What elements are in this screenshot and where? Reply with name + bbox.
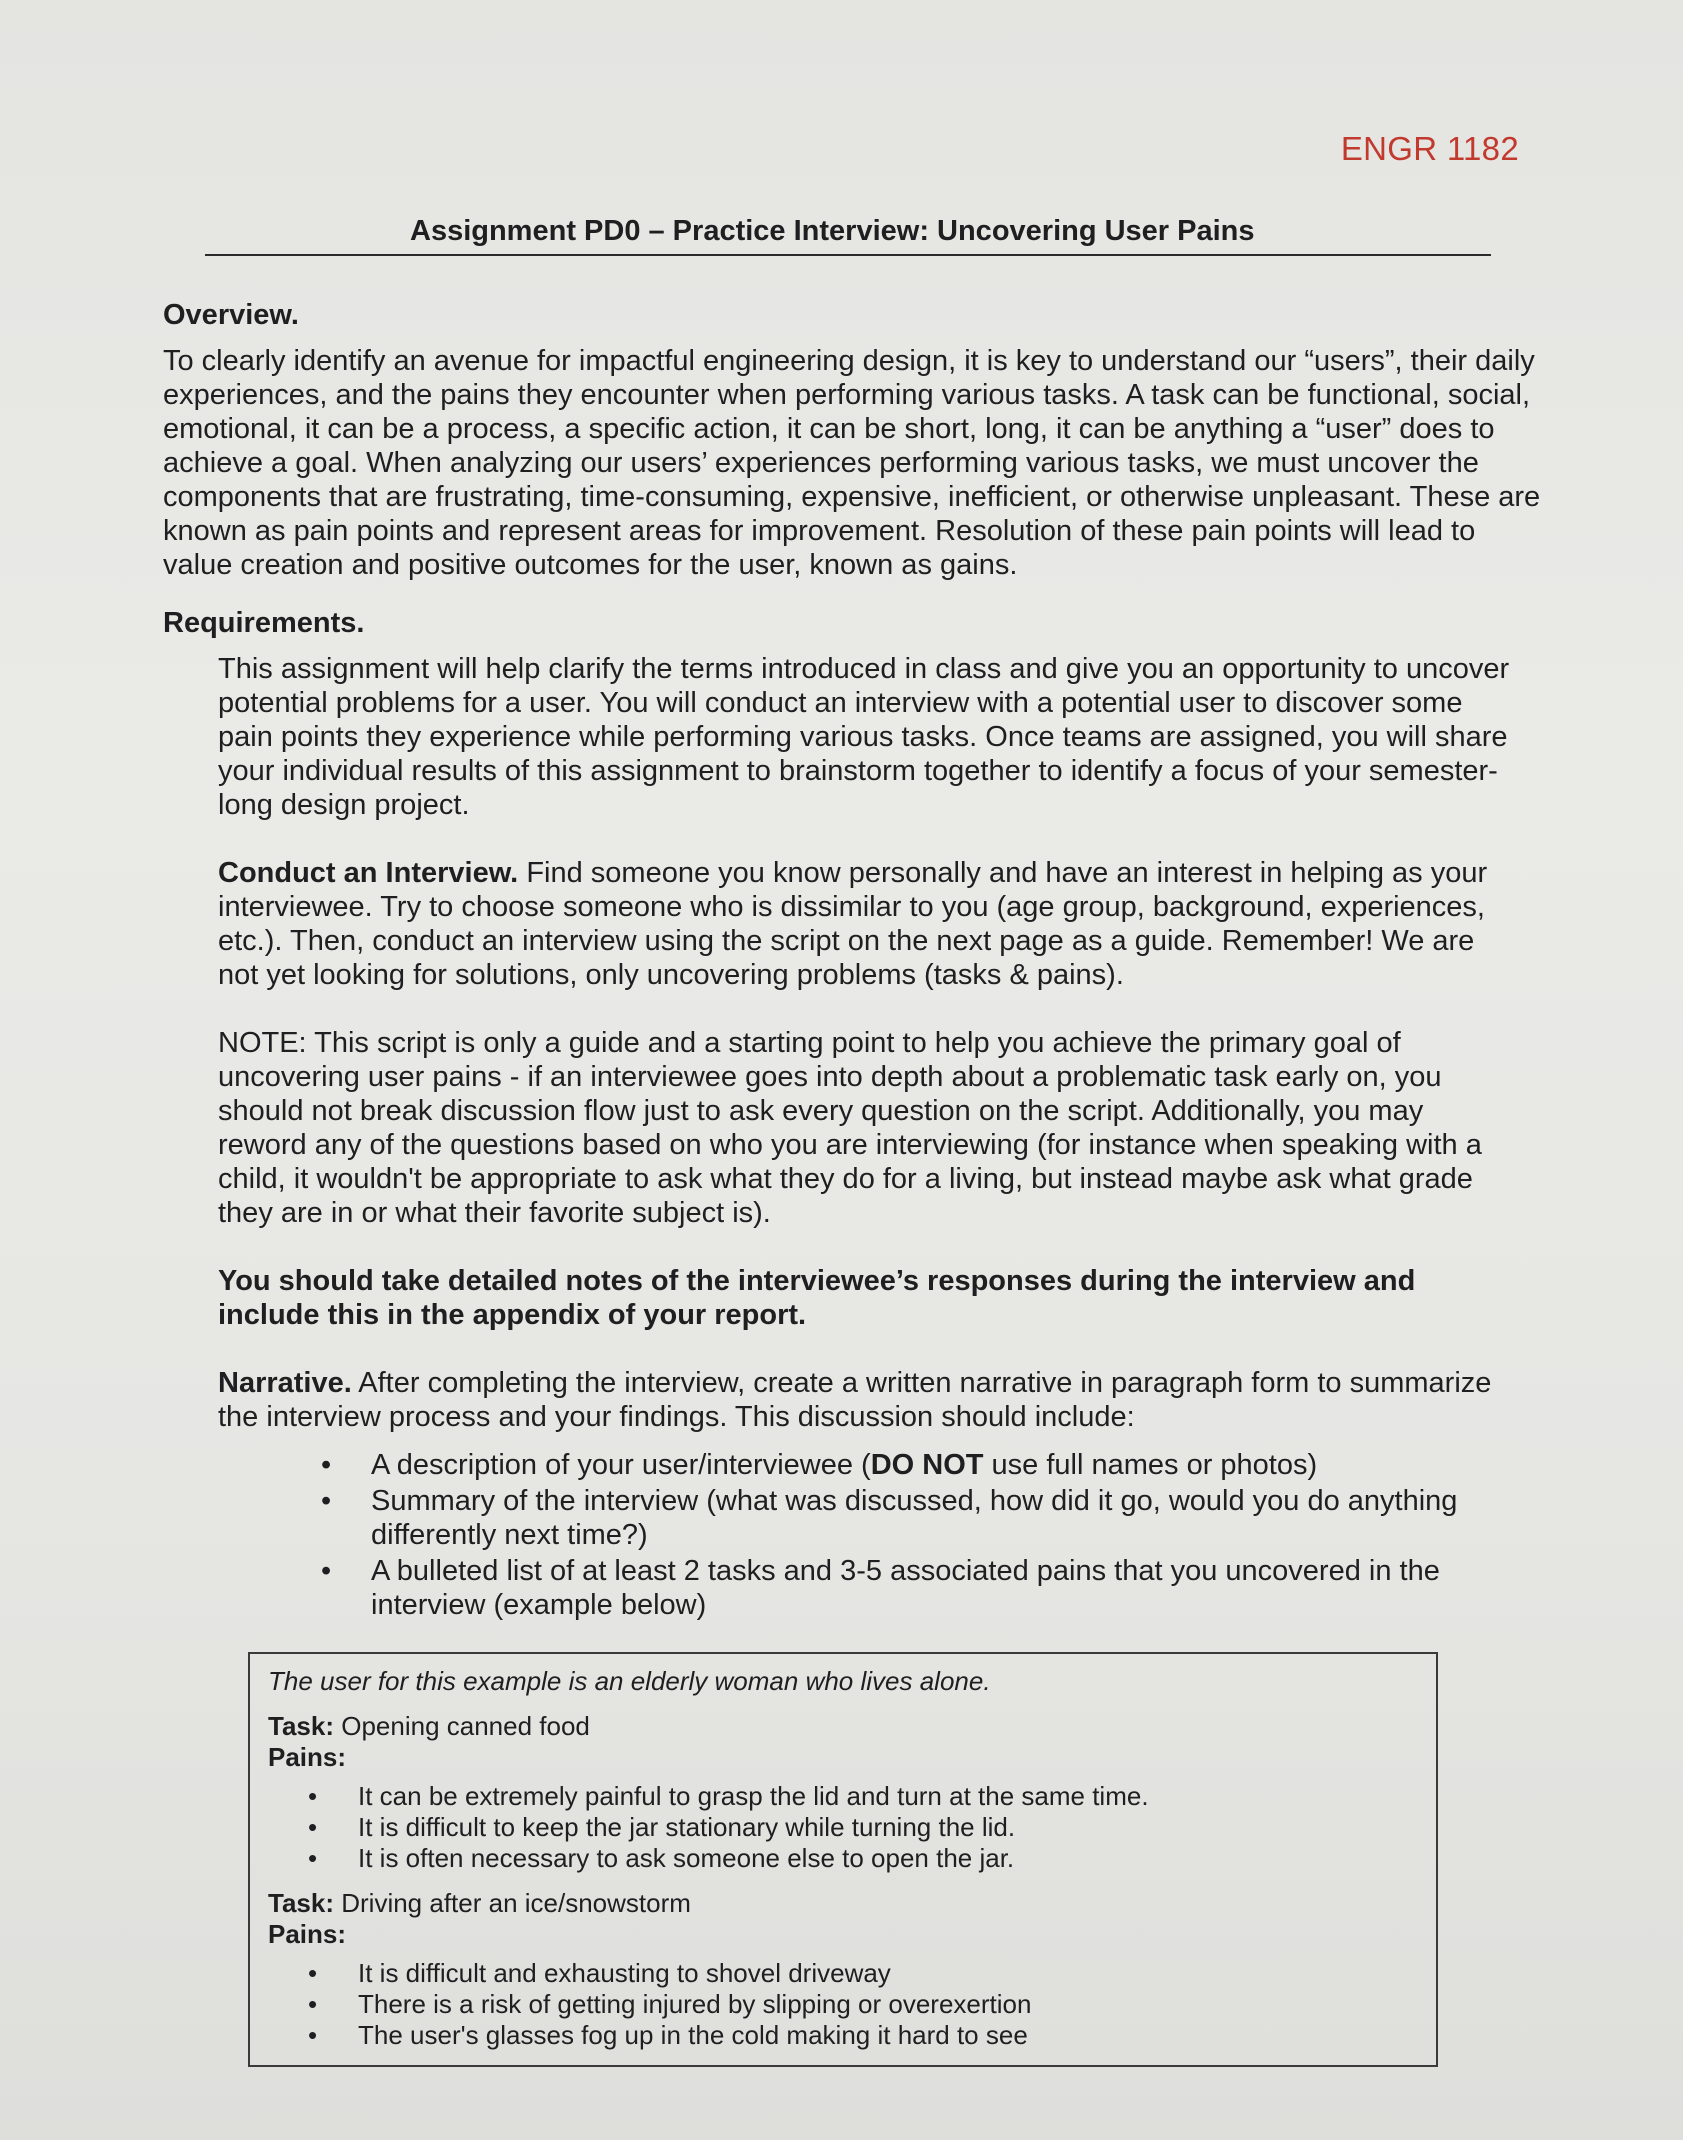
task-text: Opening canned food	[341, 1711, 590, 1741]
requirements-heading: Requirements.	[163, 607, 365, 639]
notes-bold: You should take detailed notes of the interviewee’s responses during the interview and include this in the appendix of your report.	[218, 1265, 1416, 1331]
example-box	[248, 1652, 1438, 2067]
requirements-body	[218, 652, 1518, 1622]
bullet1-pre: A description of your user/interviewee (	[371, 1449, 871, 1481]
narrative-paragraph	[218, 1366, 1518, 1434]
list-item: • It is difficult and exhausting to shovel driveway	[308, 1958, 1418, 1989]
pains-list	[268, 1958, 1418, 2051]
task-label: Task:	[268, 1711, 334, 1741]
list-item	[321, 1448, 1521, 1482]
list-item: • The user's glasses fog up in the cold making it hard to see	[308, 2020, 1418, 2051]
list-item: • There is a risk of getting injured by slipping or overexertion	[308, 1989, 1418, 2020]
list-item: • It can be extremely painful to grasp the lid and turn at the same time.	[308, 1781, 1418, 1812]
pains-list	[268, 1781, 1418, 1874]
overview-text: To clearly identify an avenue for impactful engineering design, it is key to understand our “users”, their daily experiences, and the pains they encounter when performing various tasks. A task can be functional, social, emotional, it can be a process, a specific action, it can be short, long, it can be anything a “user” does to achieve a goal. When analyzing our users’ experiences performing various tasks, we must uncover the components that are frustrating, time-consuming, expensive, inefficient, or otherwise unpleasant. These are known as pain points and represent areas for improvement. Resolution of these pain points will lead to value creation and positive outcomes for the user, known as gains.	[163, 345, 1541, 581]
list-item: • A bulleted list of at least 2 tasks and 3-5 associated pains that you uncovered in the interview (example below)	[321, 1554, 1521, 1622]
bullet1-post: use full names or photos)	[983, 1449, 1318, 1481]
list-item: • Summary of the interview (what was discussed, how did it go, would you do anything differently next time?)	[321, 1484, 1521, 1552]
course-code: ENGR 1182	[1340, 130, 1519, 167]
list-item: • It is difficult to keep the jar stationary while turning the lid.	[308, 1812, 1418, 1843]
interview-label: Conduct an Interview.	[218, 857, 519, 889]
example-task-1	[268, 1711, 1418, 1874]
interview-text: Find someone you know personally and have an interest in helping as your interviewee. Try to choose someone who is dissimilar to you (age group, background, experiences, etc.). Then, conduct an interview using the script on the next page as a guide. Remember! We are not yet looking for solutions, only uncovering problems (tasks & pains).	[218, 857, 1488, 991]
bullet1-bold: DO NOT	[870, 1449, 984, 1481]
pains-label: Pains:	[268, 1919, 347, 1949]
example-intro: The user for this example is an elderly woman who lives alone.	[268, 1666, 991, 1696]
interview-paragraph	[218, 856, 1518, 992]
title-rule	[205, 215, 1491, 256]
list-item: • It is often necessary to ask someone else to open the jar.	[308, 1843, 1418, 1874]
task-text: Driving after an ice/snowstorm	[341, 1888, 691, 1918]
overview-heading: Overview.	[163, 299, 299, 331]
narrative-bullets	[218, 1448, 1521, 1622]
requirements-intro: This assignment will help clarify the terms introduced in class and give you an opportunity to uncover potential problems for a user. You will conduct an interview with a potential user to discover some pain points they experience while performing various tasks. Once teams are assigned, you will share your individual results of this assignment to brainstorm together to identify a focus of your semester-long design project.	[218, 653, 1510, 821]
task-label: Task:	[268, 1888, 334, 1918]
example-task-2	[268, 1888, 1418, 2051]
notes-instruction	[218, 1264, 1518, 1332]
content	[163, 298, 1548, 2067]
page-title: Assignment PD0 – Practice Interview: Uncovering User Pains	[410, 215, 1255, 247]
pains-label: Pains:	[268, 1742, 347, 1772]
narrative-label: Narrative.	[218, 1367, 352, 1399]
narrative-text: After completing the interview, create a written narrative in paragraph form to summarize the interview process and your findings. This discussion should include:	[218, 1367, 1492, 1433]
note-paragraph: NOTE: This script is only a guide and a starting point to help you achieve the primary goal of uncovering user pains - if an interviewee goes into depth about a problematic task early on, you should not break discussion flow just to ask every question on the script. Additionally, you may reword any of the questions based on who you are interviewing (for instance when speaking with a child, it wouldn't be appropriate to ask what they do for a living, but instead maybe ask what grade they are in or what their favorite subject is).	[218, 1027, 1482, 1229]
